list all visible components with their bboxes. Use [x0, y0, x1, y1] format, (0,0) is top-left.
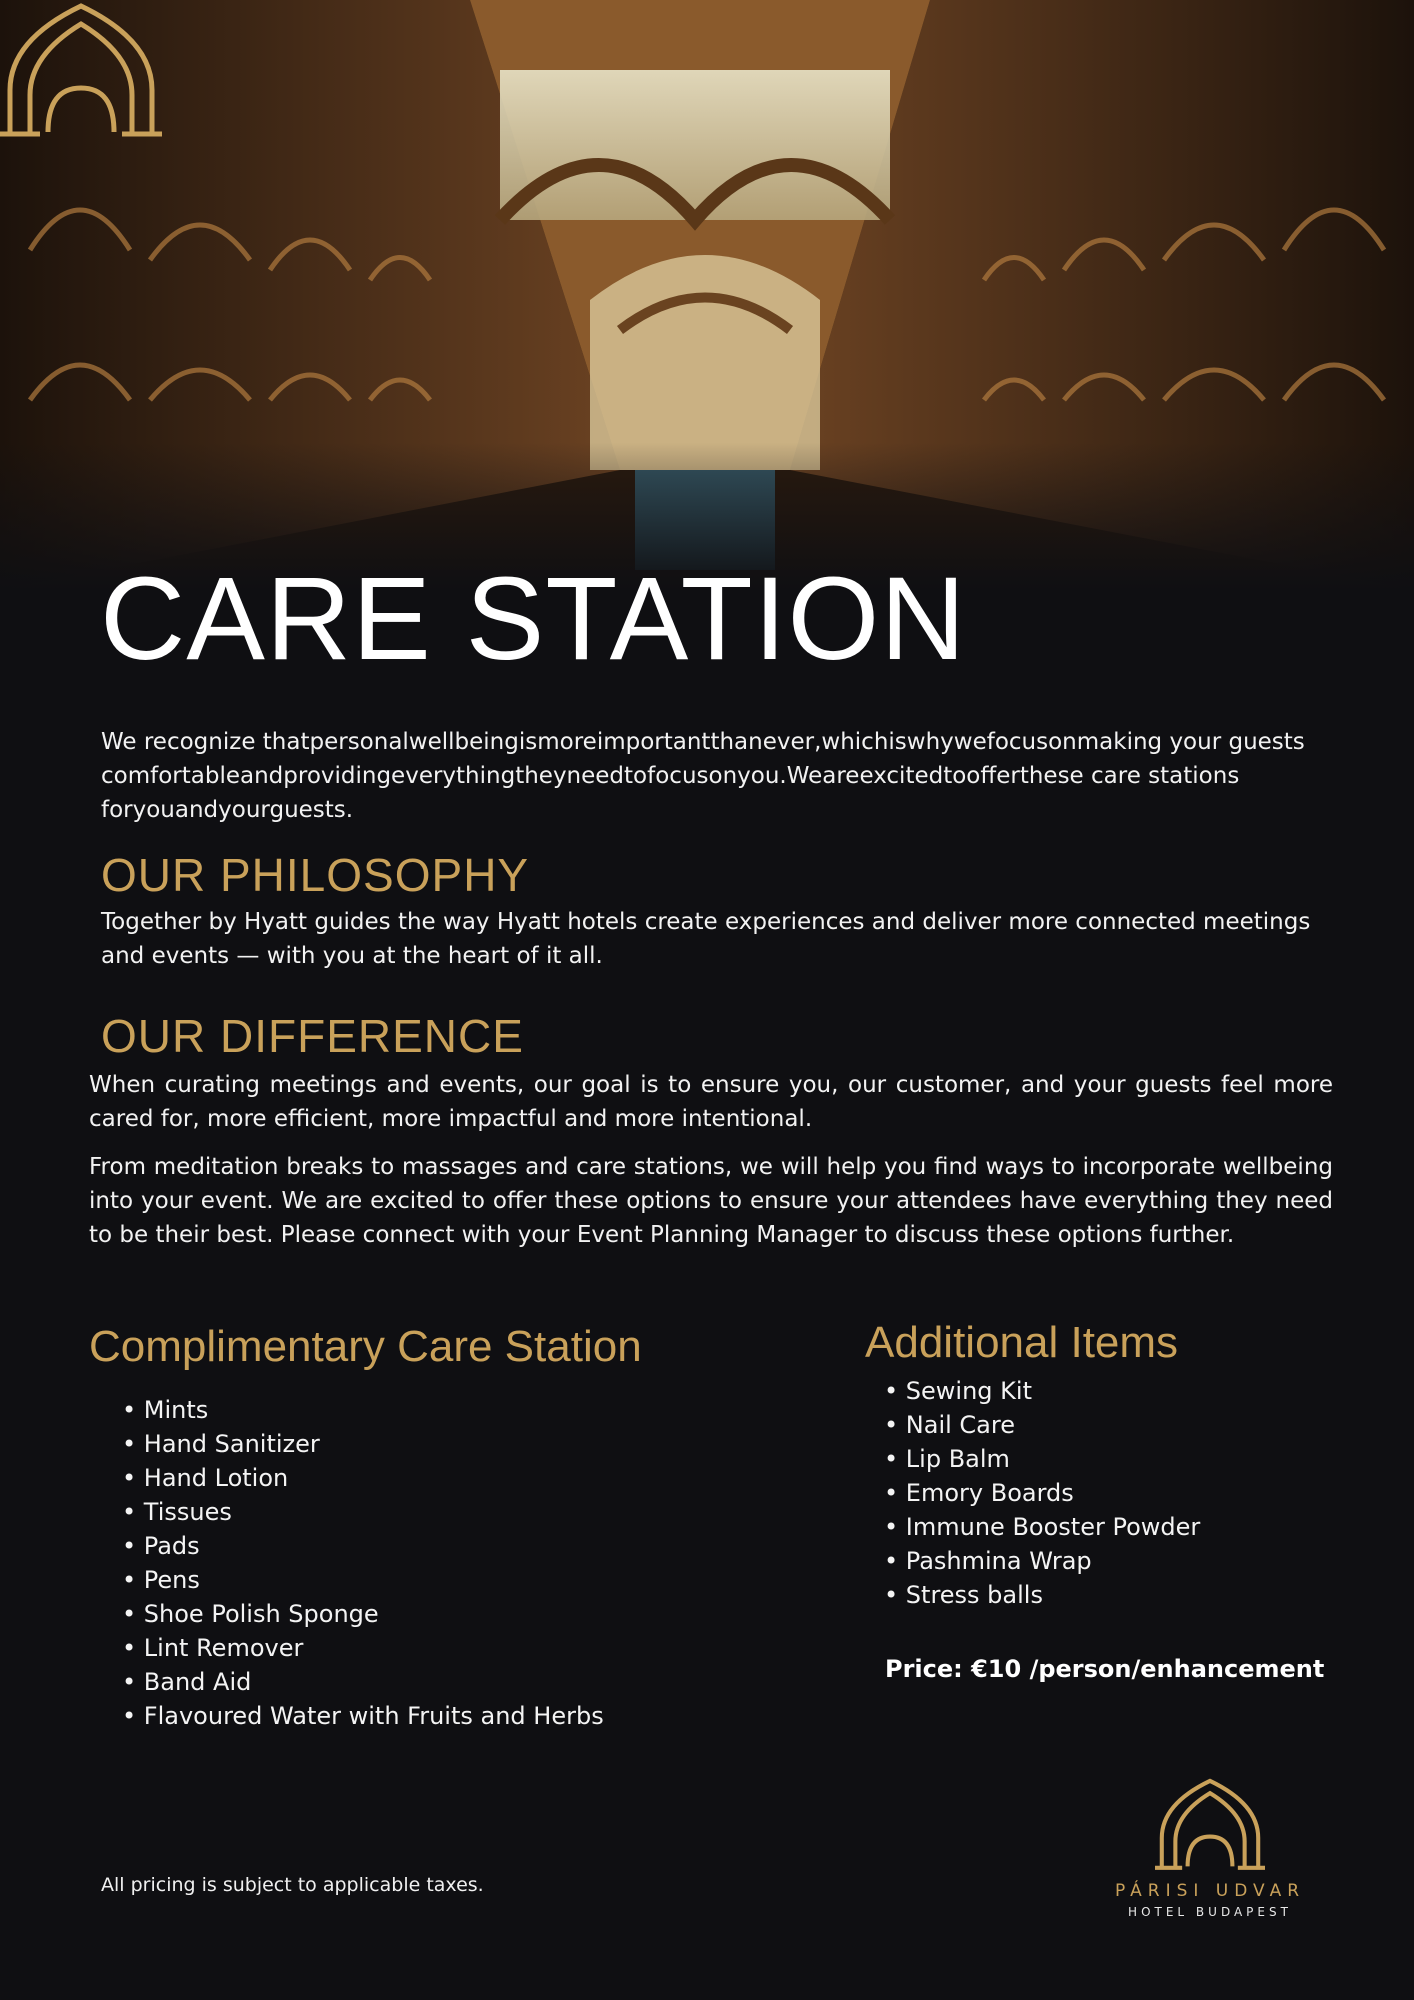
- hotel-brand-mark: [1080, 1775, 1340, 1945]
- hotel-name: PÁRISI UDVAR: [1114, 1881, 1306, 1901]
- arch-logo-icon: [1155, 1775, 1265, 1875]
- hero-image: [0, 0, 1414, 590]
- complimentary-heading: Complimentary Care Station: [89, 1322, 642, 1371]
- list-item: • Pads: [122, 1529, 604, 1563]
- intro-paragraph: We recognize thatpersonalwellbeingismoreimportantthanever,whichiswhywefocusonmaking your guests comfortableandprovidingeverythingtheyneedtofocusonyou.Weareexcitedtoofferthese care stations foryouandyourguests.: [101, 729, 1305, 823]
- philosophy-heading: OUR PHILOSOPHY: [101, 849, 530, 901]
- additional-list: [884, 1374, 1200, 1612]
- list-item: • Sewing Kit: [884, 1374, 1200, 1408]
- additional-heading: Additional Items: [865, 1318, 1179, 1367]
- difference-paragraph: When curating meetings and events, our goal is to ensure you, our customer, and your guests feel more cared for, more efficient, more impactful and more intentional.: [89, 1072, 1333, 1132]
- list-item: • Lint Remover: [122, 1631, 604, 1665]
- arch-logo-icon: [0, 0, 162, 142]
- list-item: • Nail Care: [884, 1408, 1200, 1442]
- arcade-interior-illustration: [0, 0, 1414, 590]
- difference-paragraph: From meditation breaks to massages and care stations, we will help you find ways to incorporate wellbeing into your event. We are excited to offer these options to ensure your attendees have everything they need to be their best. Please connect with your Event Planning Manager to discuss these options further.: [89, 1154, 1333, 1248]
- list-item: • Stress balls: [884, 1578, 1200, 1612]
- complimentary-list: [122, 1393, 604, 1733]
- list-item: • Lip Balm: [884, 1442, 1200, 1476]
- list-item: • Flavoured Water with Fruits and Herbs: [122, 1699, 604, 1733]
- list-item: • Band Aid: [122, 1665, 604, 1699]
- hotel-subtitle: HOTEL BUDAPEST: [1128, 1905, 1292, 1919]
- list-item: • Mints: [122, 1393, 604, 1427]
- pricing-footnote: All pricing is subject to applicable taxes.: [101, 1874, 484, 1896]
- list-item: • Pashmina Wrap: [884, 1544, 1200, 1578]
- difference-heading: OUR DIFFERENCE: [101, 1010, 524, 1062]
- list-item: • Shoe Polish Sponge: [122, 1597, 604, 1631]
- page-title: CARE STATION: [100, 553, 967, 685]
- philosophy-text: Together by Hyatt guides the way Hyatt hotels create experiences and deliver more connected meetings and events — with you at the heart of it all.: [101, 909, 1311, 969]
- list-item: • Immune Booster Powder: [884, 1510, 1200, 1544]
- list-item: • Hand Lotion: [122, 1461, 604, 1495]
- list-item: • Hand Sanitizer: [122, 1427, 604, 1461]
- price-label: Price: €10 /person/enhancement: [885, 1655, 1325, 1683]
- list-item: • Pens: [122, 1563, 604, 1597]
- list-item: • Tissues: [122, 1495, 604, 1529]
- list-item: • Emory Boards: [884, 1476, 1200, 1510]
